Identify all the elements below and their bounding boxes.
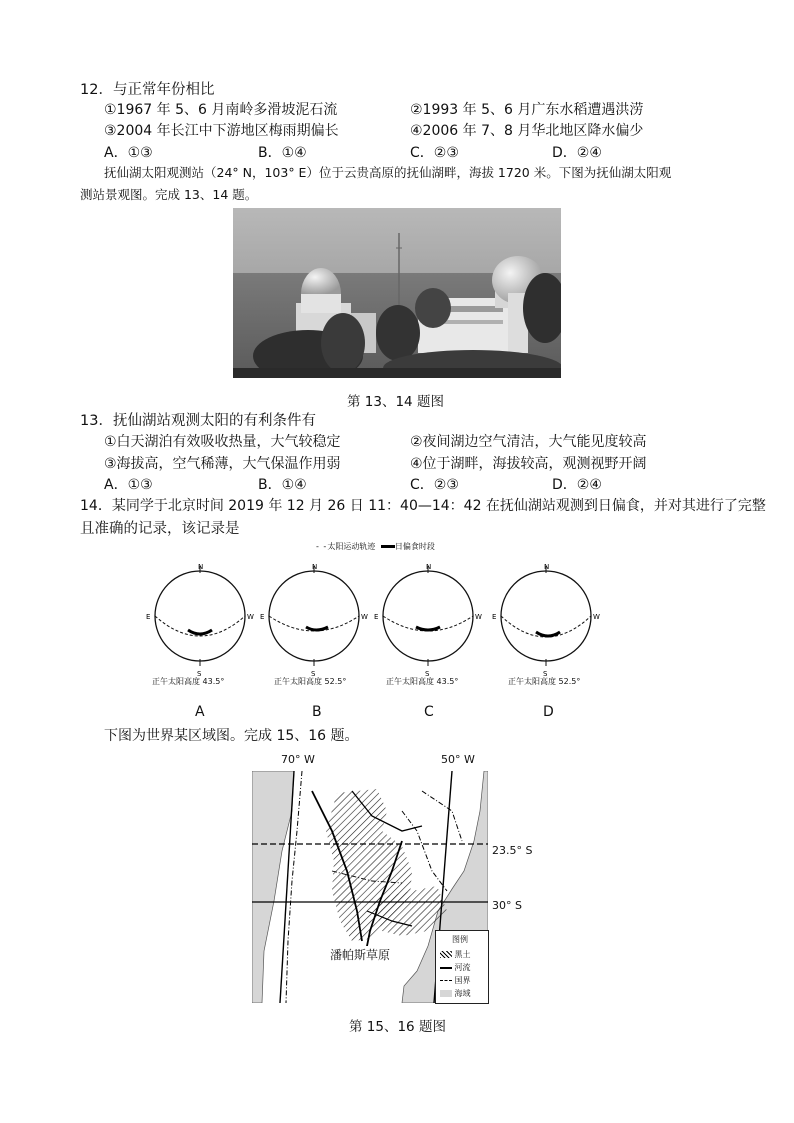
sun-diagrams	[140, 560, 620, 720]
photo-caption: 第 13、14 题图	[347, 394, 444, 410]
sun-a-letter: A	[195, 704, 205, 720]
river-swatch-icon	[440, 967, 452, 969]
border-swatch-icon	[440, 980, 452, 981]
sun-b-letter: B	[312, 704, 322, 720]
map-legend-border	[440, 975, 471, 986]
map-lat-bottom: 30° S	[492, 899, 522, 912]
q14-line1: 14．某同学于北京时间 2019 年 12 月 26 日 11：40—14：42 在抚仙湖站观测到日偏食，并对其进行了完整	[80, 498, 766, 514]
sun-a-w: W	[247, 613, 254, 621]
q12-choice-a: A．①③	[104, 145, 153, 161]
sun-a-s: S	[197, 670, 202, 678]
sun-legend-track: 太阳运动轨迹	[327, 542, 376, 551]
map-legend-blacksoil	[440, 949, 471, 960]
q12-choice-b: B．①④	[258, 145, 307, 161]
legend-label-sea: 海域	[454, 989, 471, 998]
sun-d-s: S	[543, 670, 548, 678]
q12-item-4: ④2006 年 7、8 月华北地区降水偏少	[410, 123, 644, 139]
sun-diagram-c	[374, 563, 482, 678]
q12-choice-c: C．②③	[410, 145, 459, 161]
legend-label-river: 河流	[454, 963, 471, 972]
q12-item-2: ②1993 年 5、6 月广东水稻遭遇洪涝	[410, 102, 644, 118]
q12-item-3: ③2004 年长江中下游地区梅雨期偏长	[104, 123, 339, 139]
sun-legend-eclipse: 日偏食时段	[394, 542, 435, 551]
map-place-pampas: 潘帕斯草原	[330, 948, 391, 962]
sun-b-s: S	[311, 670, 316, 678]
map-legend-title: 图例	[452, 935, 468, 944]
blacksoil-swatch-icon	[440, 951, 452, 958]
map-lon-right: 50° W	[441, 753, 475, 766]
sun-a-label: 正午太阳高度 43.5°	[152, 677, 225, 686]
q13-item-1: ①白天湖泊有效吸收热量，大气较稳定	[104, 434, 341, 450]
q12-item-1: ①1967 年 5、6 月南岭多滑坡泥石流	[104, 102, 338, 118]
sun-d-letter: D	[543, 704, 554, 720]
sun-d-e: E	[492, 613, 497, 621]
intro-13-14-line2: 测站景观图。完成 13、14 题。	[80, 187, 258, 202]
q13-choice-d: D．②④	[552, 477, 602, 493]
intro-15-16: 下图为世界某区域图。完成 15、16 题。	[104, 728, 359, 744]
sun-c-w: W	[475, 613, 482, 621]
legend-label-border: 国界	[454, 976, 471, 985]
q13-item-4: ④位于湖畔，海拔较高，观测视野开阔	[410, 456, 647, 472]
sun-diagram-b	[260, 563, 368, 678]
sun-c-n: N	[426, 563, 432, 571]
q13-choice-b: B．①④	[258, 477, 307, 493]
sun-c-label: 正午太阳高度 43.5°	[386, 677, 459, 686]
sun-c-s: S	[425, 670, 430, 678]
intro-13-14-line1: 抚仙湖太阳观测站（24° N，103° E）位于云贵高原的抚仙湖畔，海拔 1720 米。下图为抚仙湖太阳观	[104, 165, 672, 180]
q13-choice-c: C．②③	[410, 477, 459, 493]
q12-choice-d: D．②④	[552, 145, 602, 161]
q13-stem: 13．抚仙湖站观测太阳的有利条件有	[80, 413, 316, 429]
q14-line2: 且准确的记录，该记录是	[80, 521, 240, 537]
map-legend-sea	[440, 988, 471, 999]
sea-swatch-icon	[440, 990, 452, 997]
sun-a-n: N	[198, 563, 204, 571]
sun-b-n: N	[312, 563, 318, 571]
sun-c-letter: C	[424, 704, 434, 720]
sun-c-e: E	[374, 613, 379, 621]
sun-d-n: N	[544, 563, 550, 571]
sun-b-w: W	[361, 613, 368, 621]
sun-d-label: 正午太阳高度 52.5°	[508, 677, 581, 686]
sun-d-w: W	[593, 613, 600, 621]
q13-choice-a: A．①③	[104, 477, 153, 493]
q13-item-2: ②夜间湖边空气清洁，大气能见度较高	[410, 434, 647, 450]
legend-label-blacksoil: 黑土	[454, 950, 471, 959]
map-caption: 第 15、16 题图	[349, 1019, 446, 1035]
sun-legend: - -太阳运动轨迹 日偏食时段	[316, 542, 435, 551]
sun-b-e: E	[260, 613, 265, 621]
map-lon-left: 70° W	[281, 753, 315, 766]
map-lat-top: 23.5° S	[492, 844, 533, 857]
q12-stem: 12．与正常年份相比	[80, 82, 215, 98]
q13-item-3: ③海拔高，空气稀薄，大气保温作用弱	[104, 456, 341, 472]
sun-diagram-d	[492, 563, 600, 678]
sun-b-label: 正午太阳高度 52.5°	[274, 677, 347, 686]
observatory-photo	[233, 208, 561, 378]
sun-diagram-a	[146, 563, 254, 678]
sun-a-e: E	[146, 613, 151, 621]
map-legend-river	[440, 962, 471, 973]
map-legend	[435, 930, 489, 1004]
